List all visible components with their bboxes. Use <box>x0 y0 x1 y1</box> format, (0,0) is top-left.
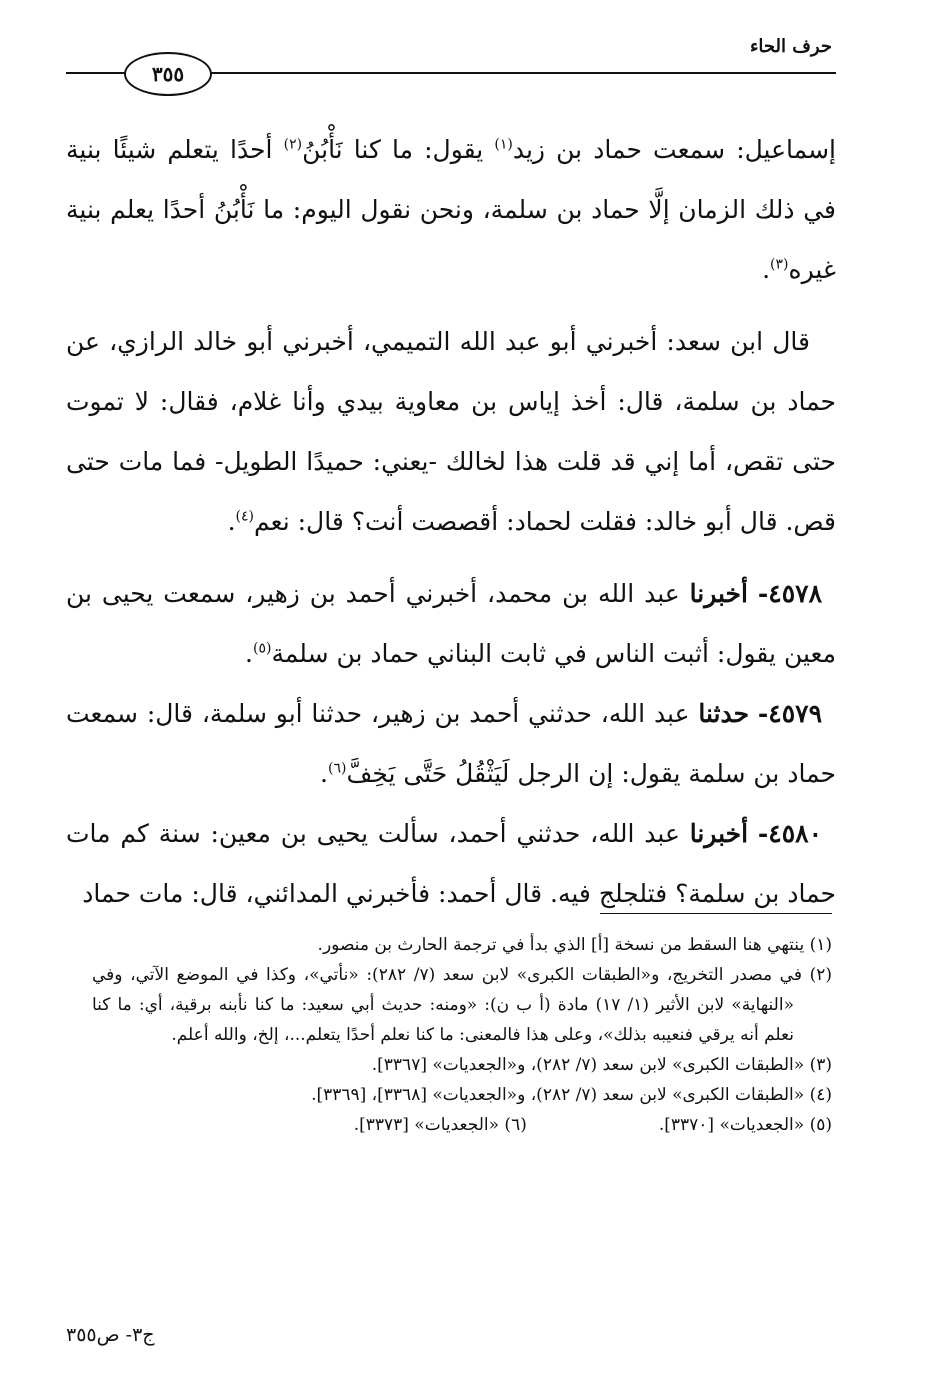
footnote-1: (١) ينتهي هنا السقط من نسخة [أ] الذي بدأ في ترجمة الحارث بن منصور. <box>317 935 832 955</box>
footnote-5: (٥) «الجعديات» [٣٣٧٠]. <box>658 1115 832 1135</box>
text-run: . <box>245 639 253 668</box>
text-run: . <box>227 507 236 536</box>
footnote-ref-6[interactable]: (٦) <box>327 760 347 777</box>
entry-4578 <box>66 564 836 684</box>
text-run: إسماعيل: سمعت حماد بن زيد <box>512 135 836 164</box>
text-run: يقول: ما كنا نَأْبُنُ <box>302 135 495 164</box>
chapter-title: حرف الحاء <box>749 36 832 57</box>
footnote-3: (٣) «الطبقات الكبرى» لابن سعد (٧/ ٢٨٢)، و«الجعديات» [٣٣٦٧]. <box>371 1055 832 1075</box>
page-number: ٣٥٥ <box>151 62 185 86</box>
footnote-ref-1[interactable]: (١) <box>494 136 513 153</box>
footnote-2: (٢) في مصدر التخريج، و«الطبقات الكبرى» لابن سعد (٧/ ٢٨٢): «نأتي»، وكذا في الموضع الآتي، وفي «النهاية» لابن الأثير (١/ ١٧) مادة (أ ب ن): «ومنه: حديث أبي سعيد: ما كنا نأبنه برقية، أي: ما كنا نعلم أنه يرقي فنعيبه بذلك»، وعلى هذا فالمعنى: ما كنا نعلم أحدًا يتعلم...، إلخ، والله أعلم. <box>92 965 832 1045</box>
text-run: عبد الله، حدثني أحمد، سألت يحيى بن معين: سنة كم مات حماد بن سلمة؟ فتلجلج فيه. قال أحمد: فأخبرني المدائني، قال: مات حماد <box>66 819 836 908</box>
entry-keyword: أخبرنا <box>689 579 748 608</box>
footnote-row <box>92 1110 832 1140</box>
text-run: عبد الله، حدثني أحمد بن زهير، حدثنا أبو سلمة، قال: سمعت حماد بن سلمة يقول: إن الرجل لَيَثْقُلُ حَتَّى يَخِفَّ <box>66 699 836 788</box>
text-run: . <box>320 759 328 788</box>
text-run: أحدًا يتعلم شيئًا بنية في ذلك الزمان إلَّا حماد بن سلمة، ونحن نقول اليوم: ما نَأْبُنُ أحدًا يعلم بنية غيره <box>66 135 836 284</box>
footnote-6: (٦) «الجعديات» [٣٣٧٣]. <box>353 1115 527 1135</box>
paragraph-2 <box>66 312 836 552</box>
page-number-oval <box>124 52 212 96</box>
text-run: . <box>762 255 771 284</box>
entry-number: ٤٥٨٠- <box>757 819 822 848</box>
entry-4579 <box>66 684 836 804</box>
main-text <box>66 120 836 924</box>
entry-number: ٤٥٧٩- <box>757 699 822 728</box>
footnotes <box>92 930 832 1140</box>
text-run: عبد الله بن محمد، أخبرني أحمد بن زهير، سمعت يحيى بن معين يقول: أثبت الناس في ثابت البناني حماد بن سلمة <box>66 579 836 668</box>
text-run: قال ابن سعد: أخبرني أبو عبد الله التميمي، أخبرني أبو خالد الرازي، عن حماد بن سلمة، قال: أخذ إياس بن معاوية بيدي وأنا غلام، فقال: لا تموت حتى تقص، أما إني قد قلت هذا لخالك -يعني: حميدًا الطويل- فما مات حتى قص. قال أبو خالد: فقلت لحماد: أقصصت أنت؟ قال: نعم <box>66 327 836 536</box>
entry-keyword: حدثنا <box>698 699 750 728</box>
footnote-ref-3[interactable]: (٣) <box>770 256 789 273</box>
footnote-separator <box>600 913 832 914</box>
entry-4580 <box>66 804 836 924</box>
footnote-4: (٤) «الطبقات الكبرى» لابن سعد (٧/ ٢٨٢)، و«الجعديات» [٣٣٦٨]، [٣٣٦٩]. <box>311 1085 832 1105</box>
entry-keyword: أخبرنا <box>689 819 749 848</box>
footnote-ref-2[interactable]: (٢) <box>283 136 303 153</box>
footnote-ref-4[interactable]: (٤) <box>235 508 255 525</box>
footnote-ref-5[interactable]: (٥) <box>252 640 272 657</box>
footer-volume-page: ج٣- ص٣٥٥ <box>66 1324 155 1346</box>
entry-number: ٤٥٧٨- <box>757 579 822 608</box>
paragraph-1 <box>66 120 836 300</box>
